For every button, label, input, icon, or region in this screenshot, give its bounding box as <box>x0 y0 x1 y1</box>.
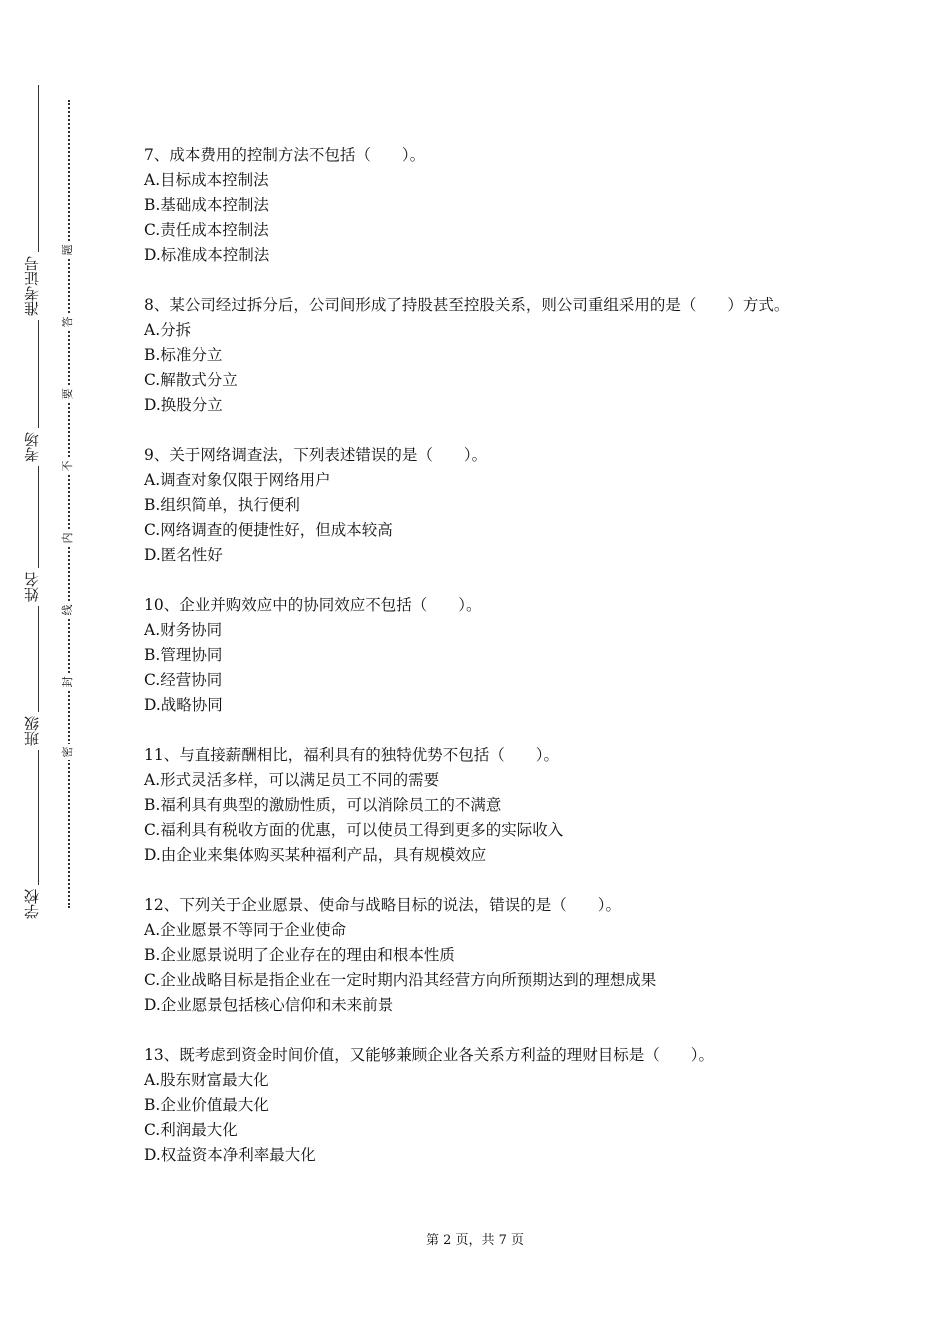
option-b: B.基础成本控制法 <box>144 196 269 214</box>
field-label-class: 班级 <box>22 712 42 750</box>
option-d: D.标准成本控制法 <box>144 246 270 264</box>
question-stem: 8、某公司经过拆分后，公司间形成了持股甚至控股关系，则公司重组采用的是（ ）方式。 <box>144 296 790 314</box>
option-b: B.标准分立 <box>144 346 223 364</box>
question-11 <box>144 743 816 868</box>
option-c: C.网络调查的便捷性好，但成本较高 <box>144 521 393 539</box>
option-d: D.权益资本净利率最大化 <box>144 1146 316 1164</box>
field-label-school: 学校 <box>22 885 42 923</box>
option-b: B.福利具有典型的激励性质，可以消除员工的不满意 <box>144 796 502 814</box>
option-d: D.换股分立 <box>144 396 223 414</box>
question-stem: 11、与直接薪酬相比，福利具有的独特优势不包括（ ）。 <box>144 746 559 764</box>
seal-char: 线 <box>60 602 76 618</box>
question-12 <box>144 893 816 1018</box>
option-a: A.调查对象仅限于网络用户 <box>144 471 331 489</box>
seal-char: 要 <box>60 386 76 402</box>
option-a: A.目标成本控制法 <box>144 171 269 189</box>
question-9 <box>144 443 816 568</box>
option-a: A.形式灵活多样，可以满足员工不同的需要 <box>144 771 440 789</box>
option-b: B.企业价值最大化 <box>144 1096 269 1114</box>
option-a: A.财务协同 <box>144 621 223 639</box>
question-13 <box>144 1043 816 1168</box>
option-d: D.匿名性好 <box>144 546 223 564</box>
option-c: C.利润最大化 <box>144 1121 238 1139</box>
seal-char: 不 <box>60 458 76 474</box>
question-8 <box>144 293 816 418</box>
option-c: C.解散式分立 <box>144 371 238 389</box>
seal-char: 封 <box>60 674 76 690</box>
question-stem: 12、下列关于企业愿景、使命与战略目标的说法，错误的是（ ）。 <box>144 896 621 914</box>
field-label-exam-room: 考场 <box>22 428 42 466</box>
seal-dotted-line <box>68 100 70 908</box>
seal-char: 答 <box>60 314 76 330</box>
option-a: A.企业愿景不等同于企业使命 <box>144 921 347 939</box>
option-b: B.企业愿景说明了企业存在的理由和根本性质 <box>144 946 455 964</box>
option-b: B.组织简单，执行便利 <box>144 496 300 514</box>
question-10 <box>144 593 816 718</box>
option-a: A.股东财富最大化 <box>144 1071 269 1089</box>
field-label-name: 姓名 <box>22 568 42 606</box>
option-d: D.企业愿景包括核心信仰和未来前景 <box>144 996 394 1014</box>
question-stem: 13、既考虑到资金时间价值，又能够兼顾企业各关系方利益的理财目标是（ ）。 <box>144 1046 714 1064</box>
option-b: B.管理协同 <box>144 646 223 664</box>
option-d: D.战略协同 <box>144 696 223 714</box>
seal-char: 内 <box>60 530 76 546</box>
question-stem: 9、关于网络调查法，下列表述错误的是（ ）。 <box>144 446 488 464</box>
seal-char: 密 <box>60 744 76 760</box>
option-c: C.经营协同 <box>144 671 223 689</box>
option-c: C.福利具有税收方面的优惠，可以使员工得到更多的实际收入 <box>144 821 564 839</box>
field-label-ticket-number: 准考证号 <box>22 252 42 320</box>
binding-line <box>38 85 39 920</box>
option-d: D.由企业来集体购买某种福利产品，具有规模效应 <box>144 846 487 864</box>
question-7 <box>144 143 816 268</box>
question-list <box>144 143 816 1193</box>
option-c: C.责任成本控制法 <box>144 221 269 239</box>
option-c: C.企业战略目标是指企业在一定时期内沿其经营方向所预期达到的理想成果 <box>144 971 657 989</box>
question-stem: 7、成本费用的控制方法不包括（ ）。 <box>144 146 426 164</box>
page-number: 第 2 页，共 7 页 <box>425 1233 525 1248</box>
option-a: A.分拆 <box>144 321 192 339</box>
question-stem: 10、企业并购效应中的协同效应不包括（ ）。 <box>144 596 482 614</box>
seal-char: 题 <box>60 242 76 258</box>
